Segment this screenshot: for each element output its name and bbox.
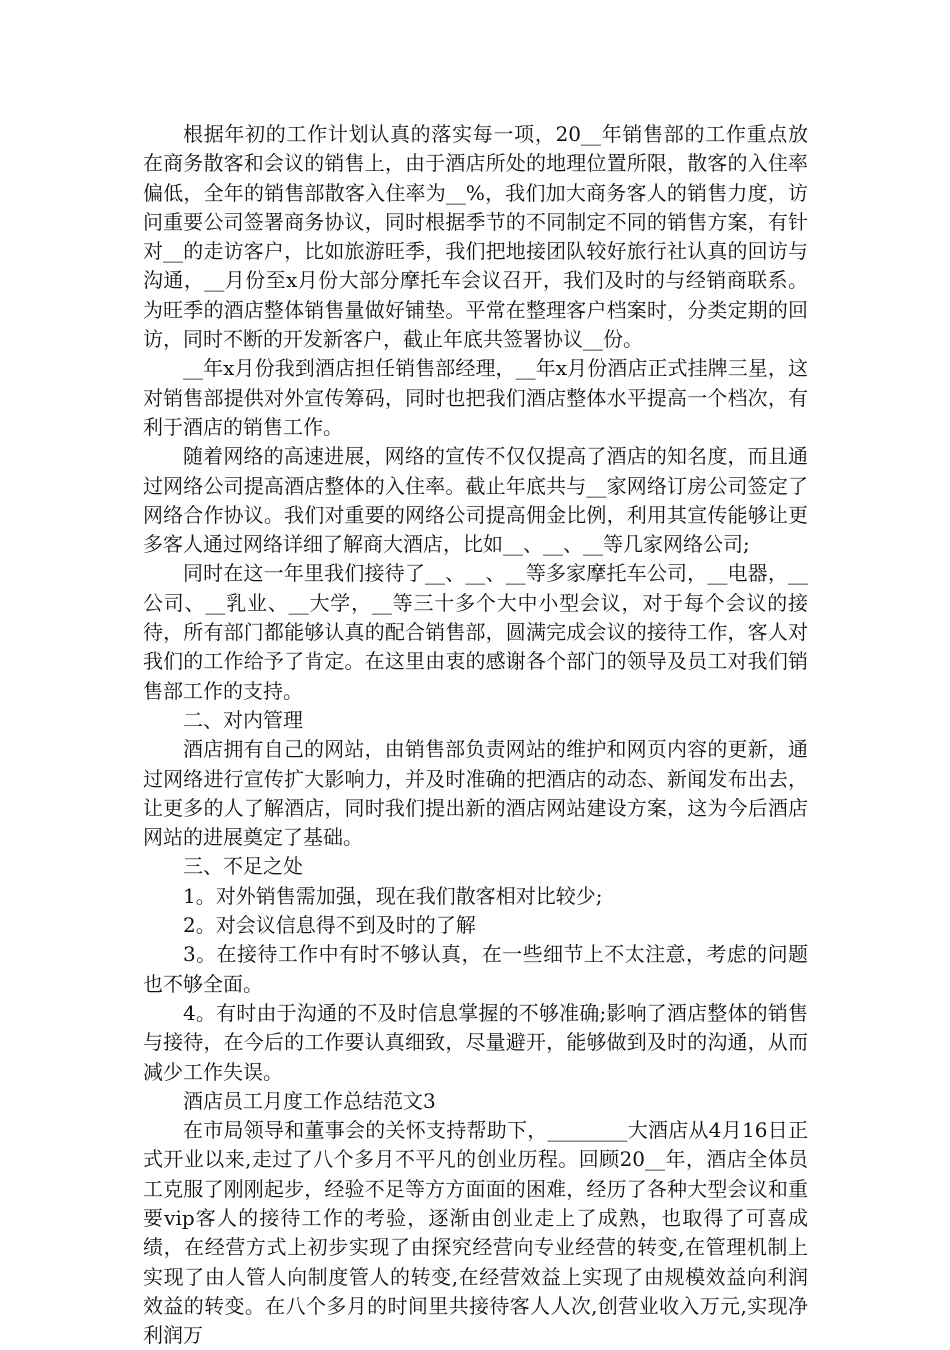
paragraph-network-promotion: 随着网络的高速进展，网络的宣传不仅仅提高了酒店的知名度，而且通过网络公司提高酒店整体的入住率。截止年底共与__家网络订房公司签定了网络合作协议。我们对重要的网络公司提高佣金比例，利用其宣传能够让更多客人通过网络详细了解商大酒店，比如__、__、__等几家网络公司; (143, 444, 808, 557)
list-item-shortcoming-3: 3。在接待工作中有时不够认真，在一些细节上不太注意，考虑的问题也不够全面。 (143, 942, 808, 996)
section-heading-internal-management: 二、对内管理 (183, 707, 303, 732)
list-item-shortcoming-2: 2。对会议信息得不到及时的了解 (183, 913, 476, 938)
section-heading-shortcomings: 三、不足之处 (183, 854, 303, 879)
document-page (143, 120, 808, 1350)
paragraph-sales-manager: __年x月份我到酒店担任销售部经理，__年x月份酒店正式挂牌三星，这对销售部提供对外宣传筹码，同时也把我们酒店整体水平提高一个档次，有利于酒店的销售工作。 (143, 356, 808, 439)
section-heading-sample-3: 酒店员工月度工作总结范文3 (183, 1088, 436, 1113)
list-item-shortcoming-4: 4。有时由于沟通的不及时信息掌握的不够准确;影响了酒店整体的销售与接待，在今后的工作要认真细致，尽量避开，能够做到及时的沟通，从而减少工作失误。 (143, 1000, 808, 1084)
list-item-shortcoming-1: 1。对外销售需加强，现在我们散客相对比较少; (183, 883, 603, 908)
paragraph-conference-reception: 同时在这一年里我们接待了__、__、__等多家摩托车公司，__电器，__公司、__乳业、__大学，__等三十多个大中小型会议，对于每个会议的接待，所有部门都能够认真的配合销售部，圆满完成会议的接待工作，客人对我们的工作给予了肯定。在这里由衷的感谢各个部门的领导及员工对我们销售部工作的支持。 (143, 561, 808, 703)
paragraph-hotel-review: 在市局领导和董事会的关怀支持帮助下，________大酒店从4月16日正式开业以来,走过了八个多月不平凡的创业历程。回顾20__年，酒店全体员工克服了刚刚起步，经验不足等方方面面的困难，经历了各种大型会议和重要vip客人的接待工作的考验，逐渐由创业走上了成熟，也取得了可喜成绩，在经营方式上初步实现了由探究经营向专业经营的转变,在管理机制上实现了由人管人向制度管人的转变,在经营效益上实现了由规模效益向利润效益的转变。在八个多月的时间里共接待客人人次,创营业收入万元,实现净利润万 (143, 1118, 808, 1348)
paragraph-website: 酒店拥有自己的网站，由销售部负责网站的维护和网页内容的更新，通过网络进行宣传扩大影响力，并及时准确的把酒店的动态、新闻发布出去，让更多的人了解酒店，同时我们提出新的酒店网站建设方案，这为今后酒店网站的进展奠定了基础。 (143, 737, 808, 850)
paragraph-sales-focus: 根据年初的工作计划认真的落实每一项，20__年销售部的工作重点放在商务散客和会议的销售上，由于酒店所处的地理位置所限，散客的入住率偏低，全年的销售部散客入住率为__%，我们加大商务客人的销售力度，访问重要公司签署商务协议，同时根据季节的不同制定不同的销售方案，有针对__的走访客户，比如旅游旺季，我们把地接团队较好旅行社认真的回访与沟通，__月份至x月份大部分摩托车会议召开，我们及时的与经销商联系。为旺季的酒店整体销售量做好铺垫。平常在整理客户档案时，分类定期的回访，同时不断的开发新客户，截止年底共签署协议__份。 (143, 122, 808, 352)
